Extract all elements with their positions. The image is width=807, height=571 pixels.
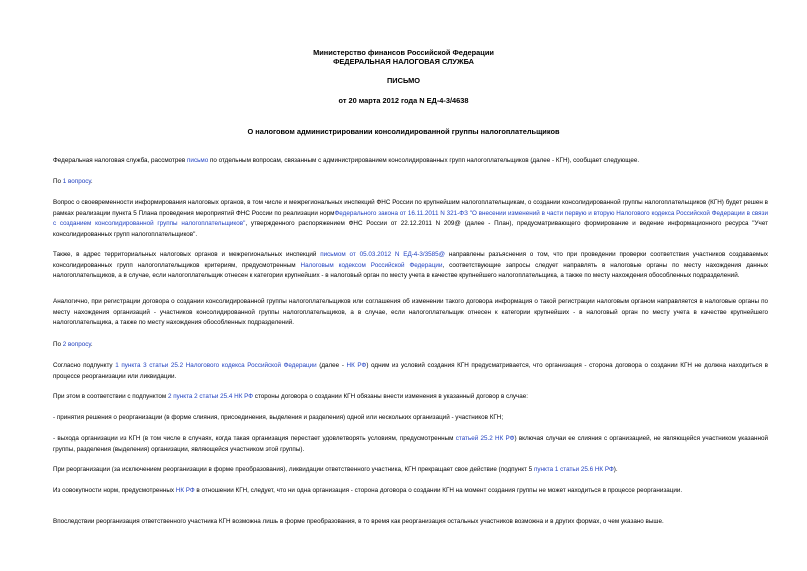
text: При этом в соответствии с подпунктом (53, 393, 168, 400)
text: При реорганизации (за исключением реорганизации в форме преобразования), ликвидации ответственного участника, КГН прекращает свое действие (подпункт 5 (53, 466, 534, 473)
text: (далее - (316, 362, 347, 369)
paragraph-10 (53, 434, 768, 455)
paragraph-7 (53, 361, 768, 382)
text: направлены разъяснения о том, что при проведении проверки соответствия участников создаваемых консолидированных групп налогоплательщиков критериям, предусмотренным (53, 251, 768, 269)
text: стороны договора о создании КГН обязаны внести изменения в указанный договор в случае: (253, 393, 529, 400)
paragraph-3 (53, 198, 768, 240)
text: По (53, 341, 63, 348)
ministry-name: Министерство финансов Российской Федерации (313, 48, 494, 57)
text: ) включая случаи ее слияния с организацией, не являющейся участником указанной группы, разделения (выделения) организации, являющейся участником этой группы). (53, 435, 768, 453)
nk-rf-link[interactable]: НК РФ (175, 487, 195, 494)
nk-rf-link[interactable]: НК РФ (346, 362, 367, 369)
text: в отношении КГН, следует, что ни одна организация - сторона договора о создании КГН на момент создания группы не может находиться в процессе реорганизации. (194, 487, 683, 494)
paragraph-13 (53, 517, 768, 528)
paragraph-9 (53, 413, 768, 424)
question-2-heading (53, 340, 768, 351)
paragraph-intro (53, 156, 768, 167)
paragraph-5 (53, 297, 768, 329)
art-25-4-link[interactable]: 2 пункта 2 статьи 25.4 НК РФ (167, 393, 254, 400)
text: , соответствующие запросы следует направлять в налоговые органы по месту нахождения данных налогоплательщиков, а в случае, если налогоплательщик отнесен к категории крупнейших - в налоговый орган по месту учета в качестве крупнейшего налогоплательщика, а также по месту нахождения обособленных подразделений. (53, 261, 769, 280)
paragraph-11 (53, 465, 768, 476)
text: Из совокупности норм, предусмотренных (53, 487, 176, 494)
service-name: ФЕДЕРАЛЬНАЯ НАЛОГОВАЯ СЛУЖБА (333, 57, 474, 66)
text: По (53, 178, 63, 185)
letter-3585-link[interactable]: письмом от 05.03.2012 N ЕД-4-3/3585@ (320, 251, 446, 258)
tax-code-link[interactable]: Налоговым кодексом Российской Федерации (300, 261, 443, 269)
text: Вопрос о своевременности информирования налоговых органов, в том числе и межрегиональных инспекций ФНС России по крупнейшим налогоплательщикам, о создании консолидированной группы налогоплательщиков (КГН) будет решен в рамках реализации пункта 5 Плана проведения мероприятий ФНС России по реализации норм (53, 199, 768, 217)
art-25-2-link[interactable]: статьей 25.2 НК РФ (455, 435, 515, 442)
question-2-link[interactable]: 2 вопросу (62, 341, 91, 348)
federal-law-321-link[interactable]: Федерального закона от 16.11.2011 N 321-ФЗ "О внесении изменений в части первую и вторую Налогового кодекса Российской Федерации в связи с созданием консолидированной группы налогоплательщиков" (53, 209, 768, 228)
text: . (90, 178, 93, 185)
question-1-heading (53, 177, 768, 188)
text: Федеральная налоговая служба, рассмотрев (53, 157, 188, 164)
paragraph-12 (53, 486, 768, 497)
text: , утвержденного распоряжением ФНС России от 22.12.2011 N 209@ (далее - План), предусматривающего формирование и ведение информационного ресурса "Учет консолидированных групп налогоплательщиков". (53, 220, 768, 238)
document-type: ПИСЬМО (387, 76, 420, 85)
text: по отдельным вопросам, связанным с администрированием консолидированных групп налогоплательщиков (далее - КГН), сообщает следующее. (208, 157, 640, 164)
document-title: О налоговом администрировании консолидированной группы налогоплательщиков (247, 127, 560, 136)
text: ). (613, 466, 618, 473)
paragraph-8 (53, 392, 768, 403)
text: Согласно подпункту (53, 362, 116, 369)
text: Также, в адрес территориальных налоговых органов и межрегиональных инспекций (53, 251, 321, 258)
paragraph-4 (53, 250, 768, 282)
text: Впоследствии реорганизация ответственного участника КГН возможна лишь в форме преобразования, в то время как реорганизация остальных участников возможна и в других формах, о чем указано выше. (53, 518, 664, 525)
art-25-6-link[interactable]: пункта 1 статьи 25.6 НК РФ (533, 466, 614, 473)
text: - принятия решения о реорганизации (в форме слияния, присоединения, выделения и разделения) одной или нескольких организаций - участников КГН; (53, 414, 504, 421)
letter-link[interactable]: письмо (187, 157, 209, 164)
question-1-link[interactable]: 1 вопросу (62, 178, 91, 185)
document-date-number: от 20 марта 2012 года N ЕД-4-3/4638 (338, 96, 469, 105)
tax-code-art-25-2-link[interactable]: 1 пункта 3 статьи 25.2 Налогового кодекса Российской Федерации (115, 362, 317, 369)
text: ) одним из условий создания КГН предусматривается, что организация - сторона договора о создании КГН не должна находиться в процессе реорганизации или ликвидации. (53, 362, 768, 380)
text: - выхода организации из КГН (в том числе в случаях, когда такая организация перестает удовлетворять условиям, предусмотренным (53, 435, 456, 442)
text: Аналогично, при регистрации договора о создании консолидированной группы налогоплательщиков или соглашения об изменении такого договора информация о такой регистрации налоговым органом направляется в налоговые органы по месту нахождения организаций - участников консолидированной группы налогоплательщиков, а в случае, если налогоплательщик отнесен к категории крупнейших - в налоговый орган по месту учета в качестве крупнейшего налогоплательщика, а также по месту нахождения обособленных подразделений. (53, 298, 768, 327)
text: . (90, 341, 93, 348)
